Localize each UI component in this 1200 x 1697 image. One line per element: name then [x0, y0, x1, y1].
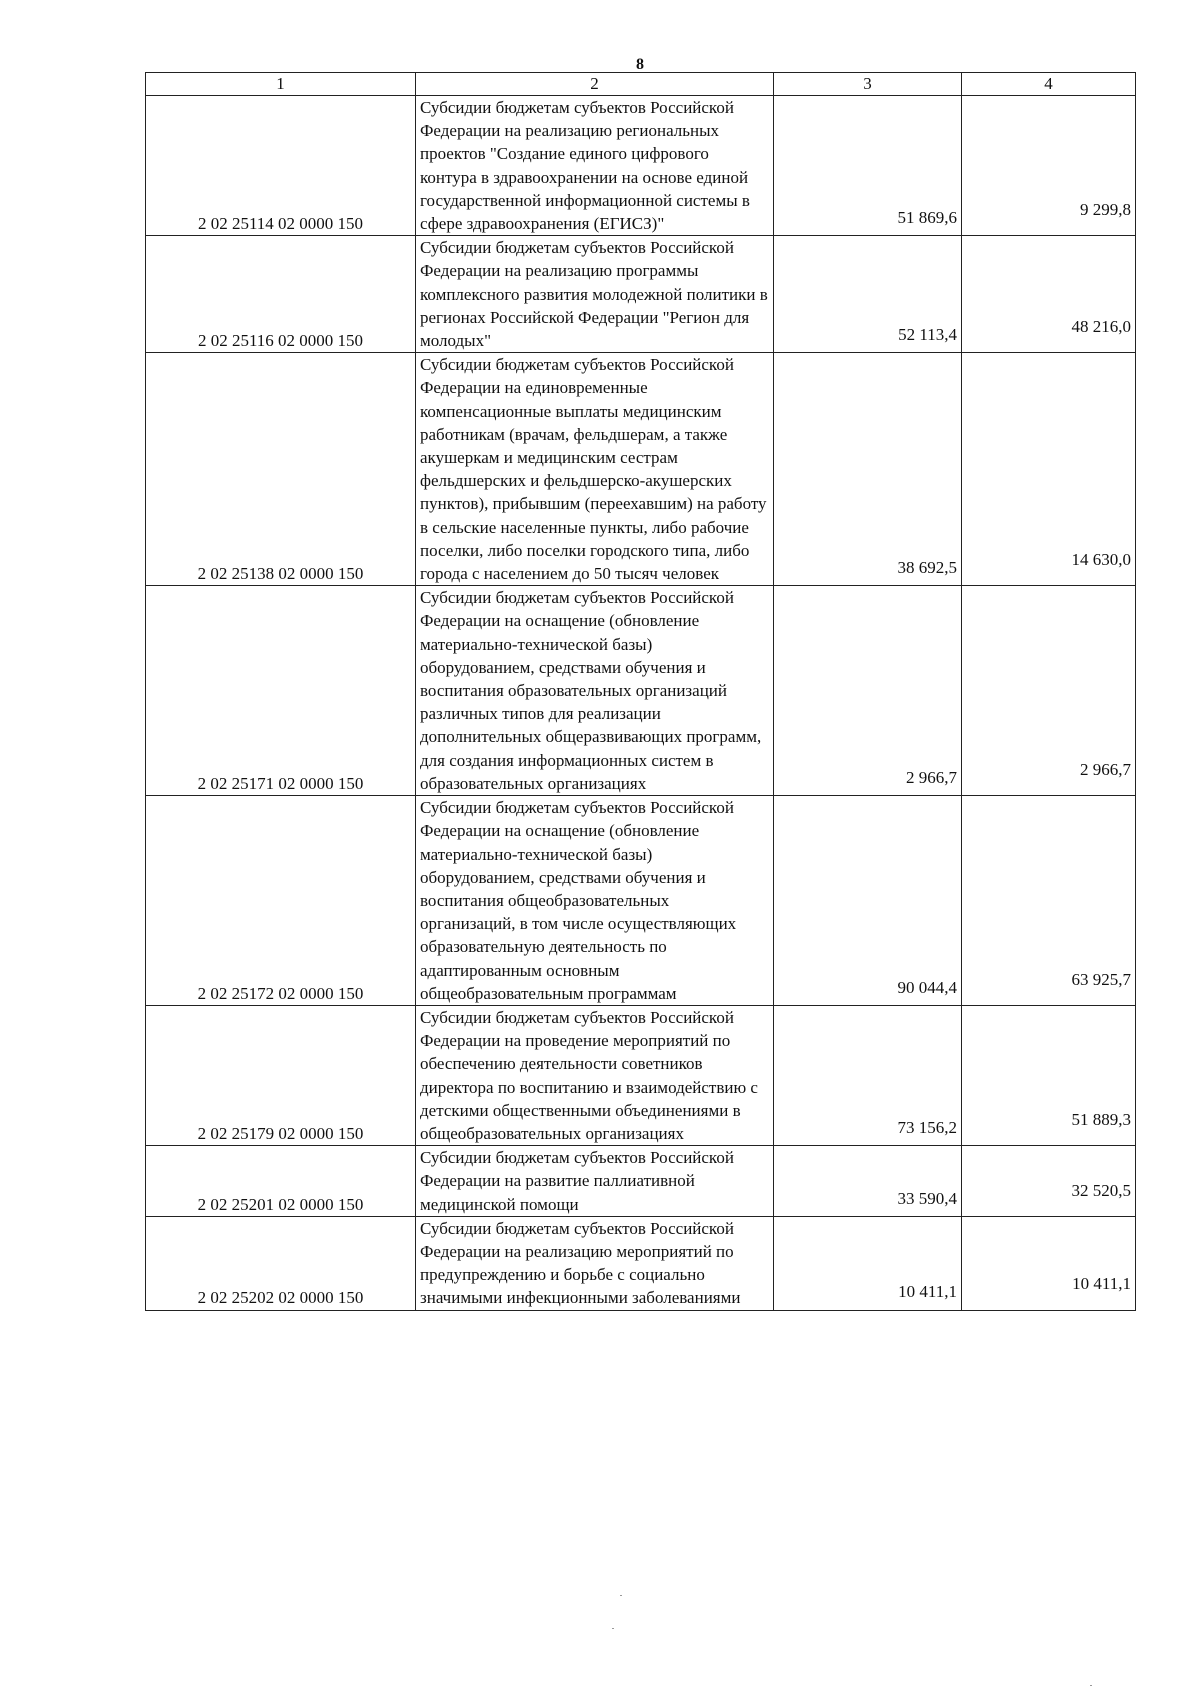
budget-code: 2 02 25202 02 0000 150: [146, 1216, 416, 1310]
row-description: Субсидии бюджетам субъектов Российской Федерации на проведение мероприятий по обеспечению деятельности советников директора по воспитанию и взаимодействию с детскими общественными объединениями в общеобразовательных организациях: [416, 1005, 774, 1145]
budget-code: 2 02 25114 02 0000 150: [146, 96, 416, 236]
page-number: 8: [636, 56, 644, 73]
value-col4: 2 966,7: [962, 586, 1136, 796]
scan-artifact: [612, 1628, 614, 1629]
table-row: [146, 353, 1136, 586]
column-header-2: 2: [416, 73, 774, 96]
value-col4: 9 299,8: [962, 96, 1136, 236]
budget-code: 2 02 25201 02 0000 150: [146, 1146, 416, 1217]
table-row: [146, 1146, 1136, 1217]
value-col3: 52 113,4: [774, 236, 962, 353]
value-col4: 10 411,1: [962, 1216, 1136, 1310]
row-description: Субсидии бюджетам субъектов Российской Федерации на реализацию программы комплексного развития молодежной политики в регионах Российской Федерации "Регион для молодых": [416, 236, 774, 353]
table-header-row: [146, 73, 1136, 96]
value-col3: 73 156,2: [774, 1005, 962, 1145]
scan-artifact: [1090, 1685, 1092, 1686]
budget-code: 2 02 25116 02 0000 150: [146, 236, 416, 353]
value-col3: 10 411,1: [774, 1216, 962, 1310]
row-description: Субсидии бюджетам субъектов Российской Федерации на оснащение (обновление материально-технической базы) оборудованием, средствами обучения и воспитания образовательных организаций различных типов для реализации дополнительных общеразвивающих программ, для создания информационных систем в образовательных организациях: [416, 586, 774, 796]
row-description: Субсидии бюджетам субъектов Российской Федерации на реализацию региональных проектов "Создание единого цифрового контура в здравоохранении на основе единой государственной информационной системы в сфере здравоохранения (ЕГИСЗ)": [416, 96, 774, 236]
budget-code: 2 02 25172 02 0000 150: [146, 796, 416, 1006]
budget-code: 2 02 25179 02 0000 150: [146, 1005, 416, 1145]
row-description: Субсидии бюджетам субъектов Российской Федерации на единовременные компенсационные выплаты медицинским работникам (врачам, фельдшерам, а также акушеркам и медицинским сестрам фельдшерских и фельдшерско-акушерских пунктов), прибывшим (переехавшим) на работу в сельские населенные пункты, либо рабочие поселки, либо поселки городского типа, либо города с населением до 50 тысяч человек: [416, 353, 774, 586]
scan-artifact: [620, 1595, 622, 1596]
value-col4: 32 520,5: [962, 1146, 1136, 1217]
table-row: [146, 796, 1136, 1006]
column-header-4: 4: [962, 73, 1136, 96]
table-row: [146, 1005, 1136, 1145]
row-description: Субсидии бюджетам субъектов Российской Федерации на реализацию мероприятий по предупреждению и борьбе с социально значимыми инфекционными заболеваниями: [416, 1216, 774, 1310]
value-col4: 51 889,3: [962, 1005, 1136, 1145]
value-col3: 2 966,7: [774, 586, 962, 796]
value-col4: 14 630,0: [962, 353, 1136, 586]
table-row: [146, 1216, 1136, 1310]
value-col3: 33 590,4: [774, 1146, 962, 1217]
row-description: Субсидии бюджетам субъектов Российской Федерации на развитие паллиативной медицинской помощи: [416, 1146, 774, 1217]
value-col3: 38 692,5: [774, 353, 962, 586]
value-col4: 48 216,0: [962, 236, 1136, 353]
column-header-3: 3: [774, 73, 962, 96]
value-col3: 90 044,4: [774, 796, 962, 1006]
table-row: [146, 236, 1136, 353]
budget-code: 2 02 25138 02 0000 150: [146, 353, 416, 586]
table-row: [146, 96, 1136, 236]
value-col3: 51 869,6: [774, 96, 962, 236]
budget-code: 2 02 25171 02 0000 150: [146, 586, 416, 796]
column-header-1: 1: [146, 73, 416, 96]
table-row: [146, 586, 1136, 796]
value-col4: 63 925,7: [962, 796, 1136, 1006]
row-description: Субсидии бюджетам субъектов Российской Федерации на оснащение (обновление материально-технической базы) оборудованием, средствами обучения и воспитания общеобразовательных организаций, в том числе осуществляющих образовательную деятельность по адаптированным основным общеобразовательным программам: [416, 796, 774, 1006]
budget-table: [145, 72, 1136, 1311]
